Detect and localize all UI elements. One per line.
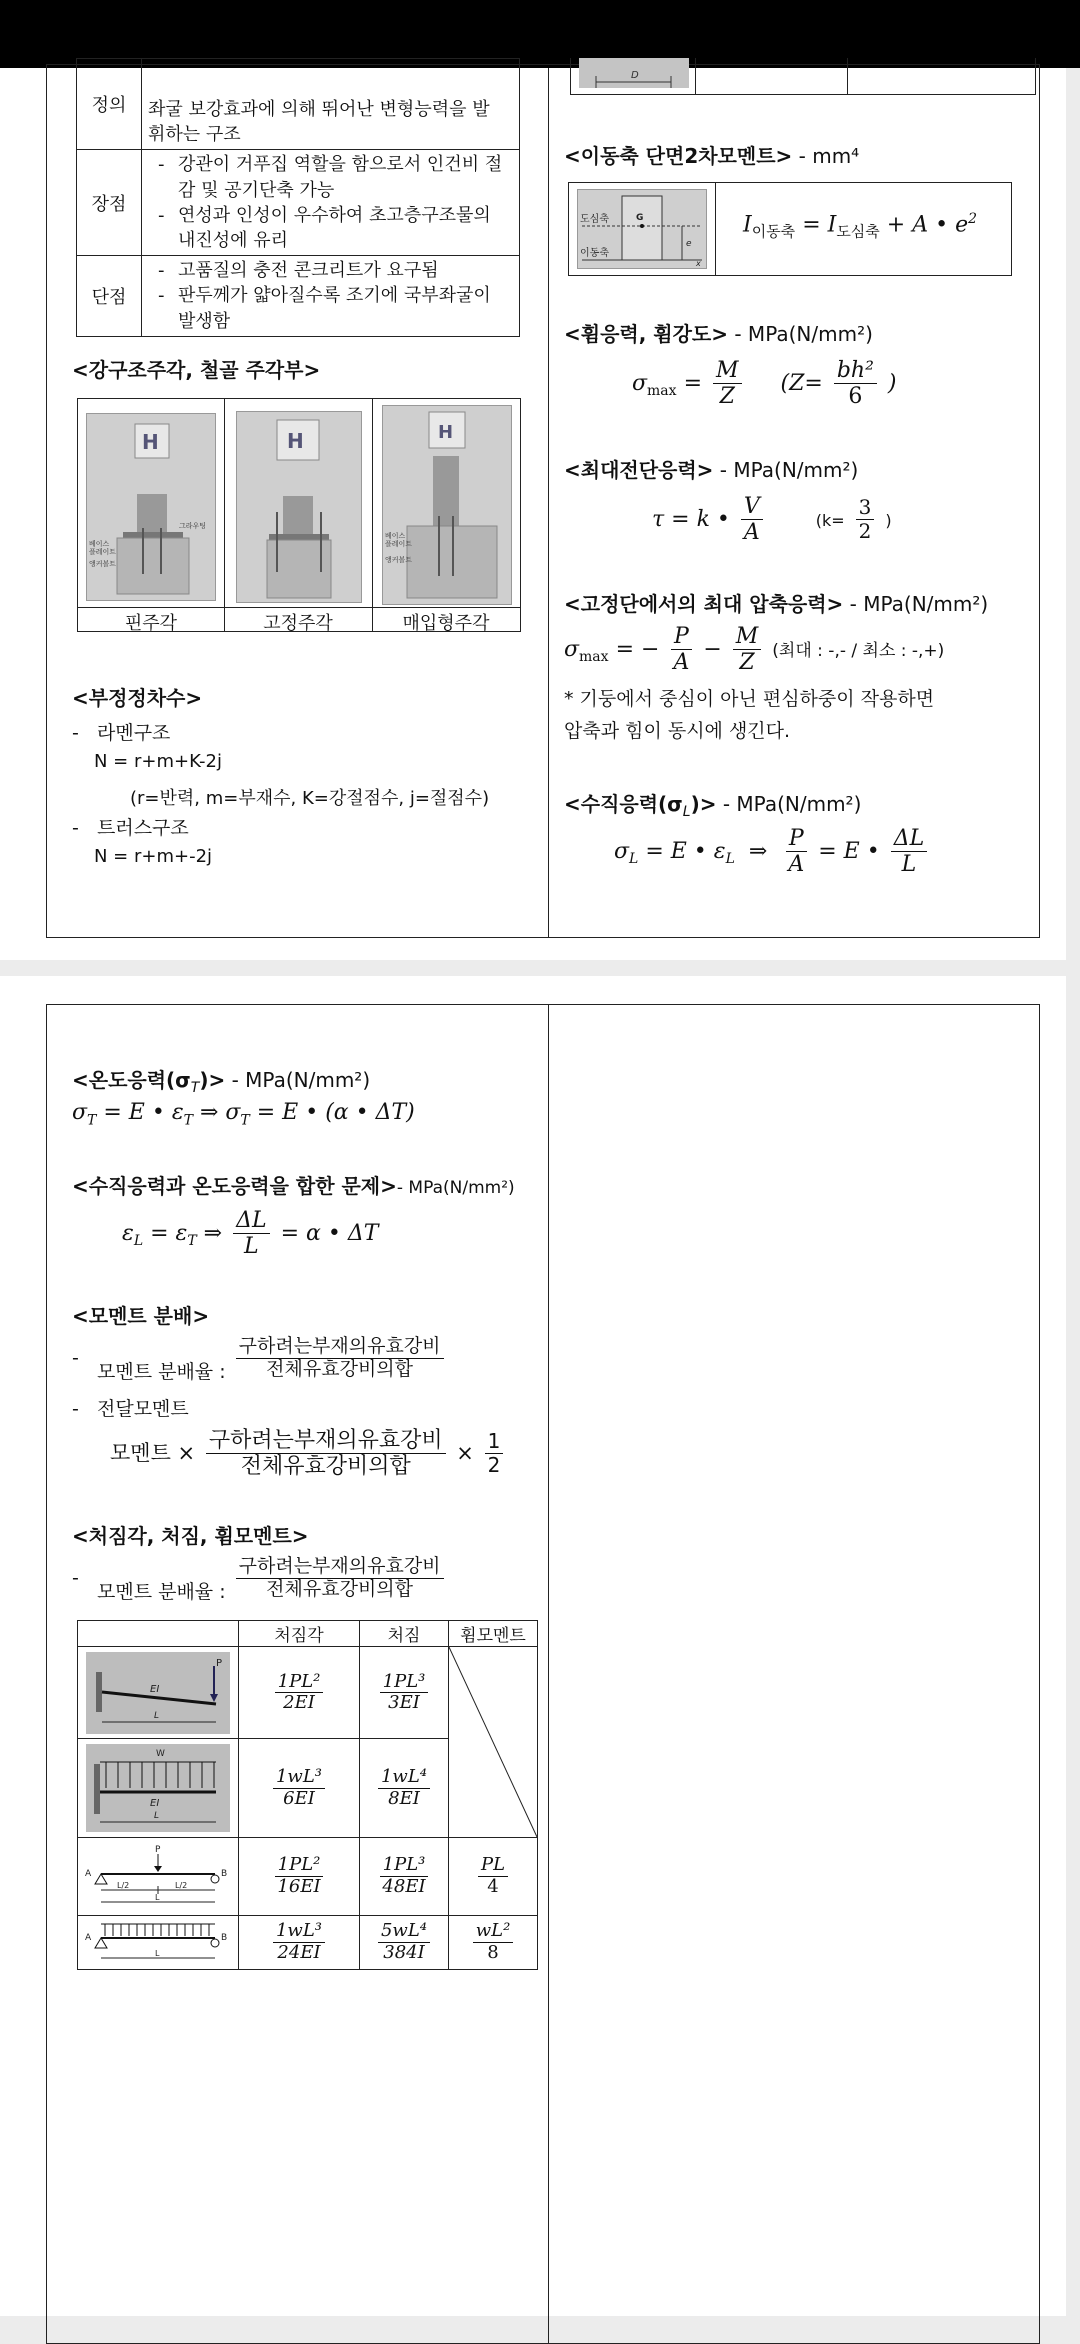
moving-axis-box — [568, 182, 1012, 276]
svg-text:G: G — [636, 213, 644, 223]
svg-text:베이스: 베이스 — [385, 532, 406, 540]
svg-text:P: P — [216, 1657, 223, 1669]
truss-item: - 트러스구조 — [72, 817, 189, 839]
info-disadvantages — [142, 256, 520, 337]
combined-heading: <수직응력과 온도응력을 합한 문제>- MPa(N/mm²) — [72, 1174, 515, 1198]
compression-formula: $\sigma_{max}$ = − $\frac{P}{A}$ − $\frac{M}{Z}$ (최대 : -,- / 최소 : -,+) — [564, 624, 945, 676]
deflection-table — [77, 1620, 538, 1970]
info-table — [76, 58, 520, 337]
carry-over-formula: 모멘트 × $\frac{\text{구하려는부재의유효강비}}{\text{전체유효강비의합}}$ × $\frac{1}{2}$ — [110, 1428, 507, 1480]
shear-heading: <최대전단응력> - MPa(N/mm²) — [564, 458, 859, 482]
compression-note-2: 압축과 힘이 동시에 생긴다. — [564, 720, 791, 742]
table-row: P EI L $\frac{\text{1PL²}}{2EI}$ $\frac{\text{1PL³}}{3EI}$ — [78, 1647, 538, 1739]
svg-text:플레이트: 플레이트 — [385, 540, 413, 548]
list-item: - 판두께가 얇아질수록 조기에 국부좌굴이 발생함 — [178, 283, 513, 333]
svg-text:D: D — [631, 70, 639, 81]
column-base-heading: <강구조주각, 철골 주각부> — [72, 358, 321, 382]
svg-text:L: L — [154, 1811, 160, 1822]
table-row: W EI L $\frac{\text{1wL³}}{6EI}$ $\frac{\text{1wL⁴}}{8EI}$ — [78, 1739, 538, 1838]
truss-formula: N = r+m+-2j — [94, 846, 213, 867]
embedded-base-image — [382, 405, 512, 605]
shear-formula: τ = k • $\frac{V}{A}$ (k= $\frac{3}{2}$ ) — [652, 494, 892, 546]
moving-axis-heading: <이동축 단면2차모멘트> - mm⁴ — [564, 144, 860, 168]
svg-text:B: B — [221, 1932, 228, 1943]
deflection-dist-row: - 모멘트 분배율 : $\frac{\text{구하려는부재의유효강비}}{\text{전체유효강비의합}}$ — [72, 1556, 448, 1601]
fixed-base-image — [236, 411, 362, 603]
info-advantages — [142, 150, 520, 256]
compression-heading: <고정단에서의 최대 압축응력> - MPa(N/mm²) — [564, 592, 989, 616]
combined-formula: $\varepsilon_L = \varepsilon_T$ ⇒ $\frac{\Delta L}{L}$ = α • ΔT — [122, 1208, 379, 1260]
svg-text:앵커볼트: 앵커볼트 — [89, 560, 117, 568]
svg-text:그라우팅: 그라우팅 — [179, 522, 207, 530]
info-definition-text: 좌굴 보강효과에 의해 뛰어난 변형능력을 발 휘하는 구조 — [142, 59, 520, 150]
info-label-advantages: 장점 — [77, 150, 142, 256]
table-header: 처짐 — [360, 1621, 449, 1647]
svg-text:H: H — [142, 430, 159, 454]
svg-text:L: L — [155, 1892, 160, 1902]
column-divider — [548, 1004, 549, 2344]
indeterminacy-heading: <부정정차수> — [72, 686, 203, 710]
pin-base-image — [86, 413, 216, 601]
svg-text:L/2: L/2 — [117, 1880, 130, 1890]
svg-text:L/2: L/2 — [175, 1880, 188, 1890]
rahmen-note: (r=반력, m=부재수, K=강절점수, j=절점수) — [130, 788, 490, 809]
svg-text:x: x — [696, 259, 701, 268]
simple-point-figure — [78, 1838, 239, 1916]
deflection-table-wrap — [77, 1620, 538, 1970]
svg-text:EI: EI — [150, 1798, 160, 1810]
info-label-definition: 정의 — [77, 59, 142, 150]
axial-formula: $\sigma_L = E$ • $\varepsilon_L$ ⇒ $\frac{P}{A}$ = E • $\frac{\Delta L}{L}$ — [614, 826, 931, 878]
simple-uniform-figure — [78, 1916, 239, 1970]
svg-text:이동축: 이동축 — [580, 248, 609, 259]
empty-moment-cell — [449, 1647, 538, 1838]
table-row: P A B L/2 L/2 L $\frac{\text{1PL²}}{16EI}$ $\frac{\text{1PL³}}{48EI}$ $\frac{PL}{4}$ — [78, 1838, 538, 1916]
list-item: - 강관이 거푸집 역할을 함으로서 인건비 절감 및 공기단축 가능 — [178, 152, 513, 202]
partial-figure — [571, 58, 695, 94]
svg-text:L: L — [155, 1948, 160, 1958]
svg-text:EI: EI — [150, 1683, 160, 1695]
svg-text:P: P — [155, 1844, 161, 1855]
cantilever-uniform-figure — [78, 1739, 239, 1838]
svg-text:A: A — [85, 1932, 92, 1943]
svg-text:도심축: 도심축 — [580, 214, 609, 225]
table-header: 처짐각 — [239, 1621, 360, 1647]
svg-text:e: e — [686, 239, 692, 249]
svg-text:플레이트: 플레이트 — [89, 548, 117, 556]
rahmen-formula: N = r+m+K-2j — [94, 751, 222, 772]
thermal-formula: $\sigma_T = E$ • $\varepsilon_T$ ⇒ $\sigma_T = E$ • (α • ΔT) — [72, 1100, 415, 1129]
table-header — [78, 1621, 239, 1647]
caption-embedded: 매입형주각 — [402, 613, 490, 634]
info-table-wrap — [76, 58, 520, 337]
thermal-heading: <온도응력$(\sigma_T)> - MPa(N/mm^2)$ — [72, 1068, 371, 1096]
caption-pin: 핀주각 — [124, 613, 178, 634]
right-top-table — [570, 58, 1036, 95]
dist-factor-row: - 모멘트 분배율 : $\frac{\text{구하려는부재의유효강비}}{\text{전체유효강비의합}}$ — [72, 1336, 448, 1381]
svg-text:W: W — [156, 1749, 165, 1760]
table-header: 휨모멘트 — [449, 1621, 538, 1647]
moving-axis-formula: $I_{이동축} = I_{도심축} + A$ • $e^2$ — [743, 211, 978, 241]
table-row: A B L $\frac{\text{1wL³}}{24EI}$ $\frac{\text{5wL⁴}}{384I}$ $\frac{\text{wL²}}{8}$ — [78, 1916, 538, 1970]
axial-heading: <수직응력$(\sigma_L)> - MPa(N/mm^2)$ — [564, 792, 862, 820]
list-item: - 연성과 인성이 우수하여 초고층구조물의 내진성에 유리 — [178, 203, 513, 253]
svg-text:A: A — [85, 1868, 92, 1879]
column-divider — [548, 68, 549, 938]
list-item: - 고품질의 충전 콘크리트가 요구됨 — [178, 258, 513, 283]
cantilever-point-figure — [78, 1647, 239, 1739]
dimension-arrow-icon — [591, 68, 681, 92]
moment-dist-heading: <모멘트 분배> — [72, 1304, 210, 1328]
svg-text:H: H — [438, 422, 454, 443]
caption-fixed: 고정주각 — [263, 613, 333, 634]
column-base-figure-table — [77, 398, 521, 632]
moving-axis-figure — [577, 189, 707, 269]
svg-text:앵커볼트: 앵커볼트 — [385, 556, 413, 564]
svg-text:B: B — [221, 1868, 228, 1879]
bending-heading: <휨응력, 휨강도> - MPa(N/mm²) — [564, 322, 873, 346]
carry-over-item: - 전달모멘트 — [72, 1398, 189, 1420]
info-label-disadvantages: 단점 — [77, 256, 142, 337]
svg-text:H: H — [287, 429, 304, 453]
document-page-1 — [0, 68, 1066, 960]
document-page-2 — [0, 976, 1066, 2316]
rahmen-item: - 라멘구조 — [72, 722, 171, 744]
svg-text:베이스: 베이스 — [89, 540, 110, 548]
svg-text:L: L — [154, 1710, 160, 1721]
deflection-heading: <처짐각, 처짐, 휨모멘트> — [72, 1524, 309, 1548]
bending-formula: $\sigma_{max}$ = $\frac{M}{Z}$ (Z= $\frac{\text{bh²}}{6}$ ) — [632, 358, 897, 410]
compression-note-1: * 기둥에서 중심이 아닌 편심하중이 작용하면 — [564, 688, 935, 710]
